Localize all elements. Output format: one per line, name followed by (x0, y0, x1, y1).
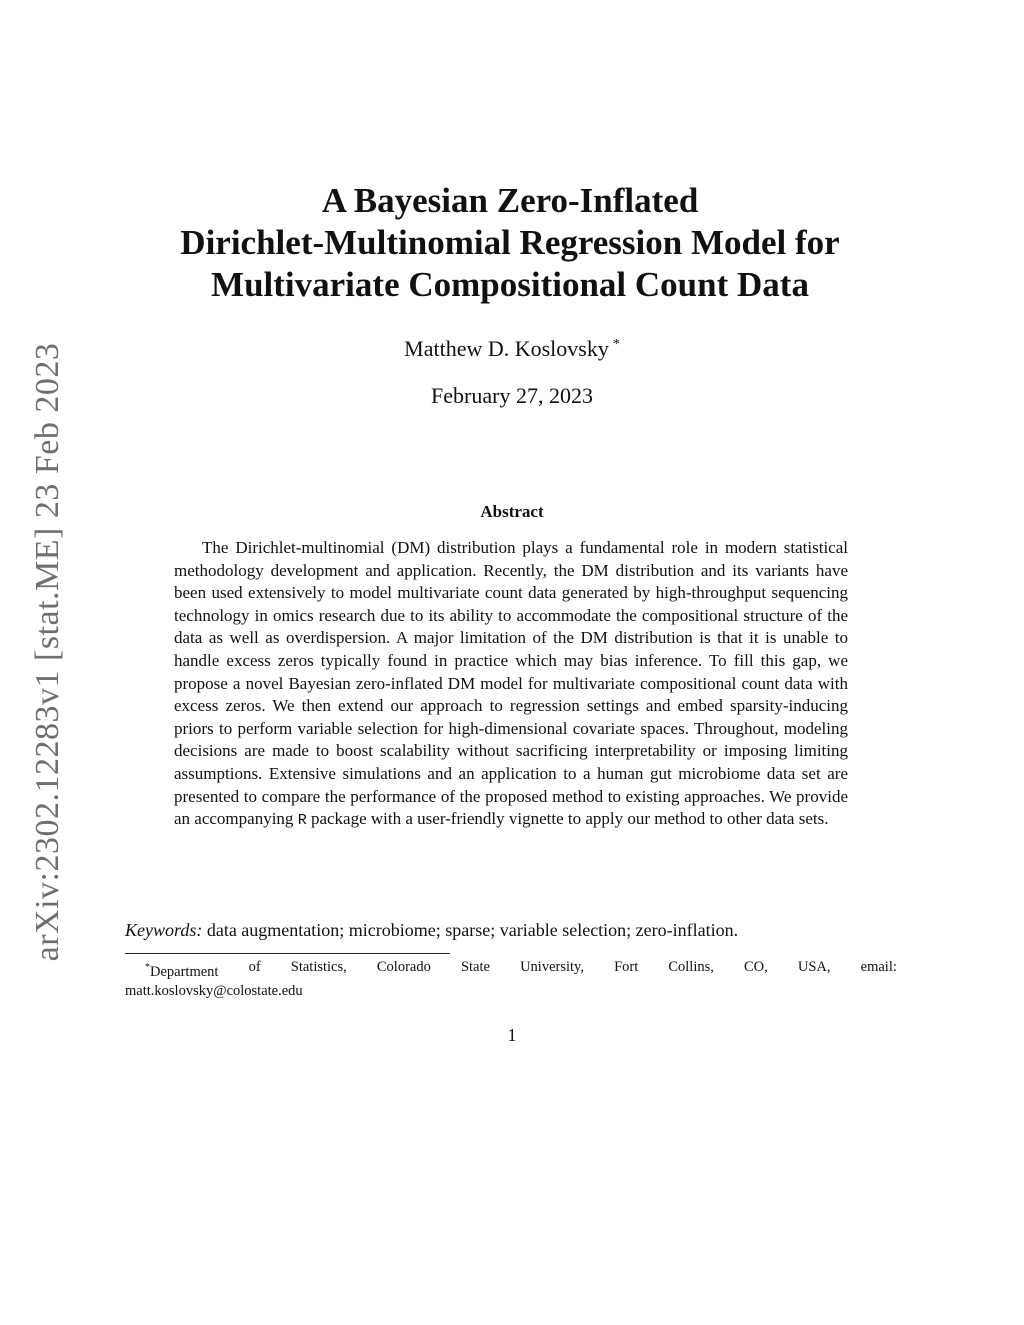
footnote-word-text: Department (150, 963, 219, 980)
footnote-mark: * (145, 962, 150, 973)
title-line-3: Multivariate Compositional Count Data (211, 265, 809, 304)
abstract-heading: Abstract (480, 502, 544, 521)
title-line-2: Dirichlet-Multinomial Regression Model for (180, 223, 840, 262)
author-line (0, 336, 1024, 362)
title-line-1: A Bayesian Zero-Inflated (321, 181, 699, 220)
footnote-word: USA, (797, 959, 831, 975)
r-package-name: R (297, 812, 307, 830)
arxiv-identifier-stamp[interactable]: arXiv:2302.12283v1 [stat.ME] 23 Feb 2023 (29, 342, 66, 962)
footnote-word: of (248, 959, 261, 975)
abstract-text-part-2: package with a user-friendly vignette to apply our method to other data sets. (310, 809, 829, 829)
footnote-word: State (460, 959, 490, 975)
abstract-body (174, 537, 848, 833)
footnote-divider (125, 953, 450, 954)
page-number: 1 (507, 1025, 517, 1045)
keywords-text: data augmentation; microbiome; sparse; variable selection; zero-inflation. (206, 920, 739, 940)
footnote-word: CO, (744, 959, 768, 975)
footnote-word: Statistics, (290, 959, 347, 975)
author-name: Matthew D. Koslovsky (404, 336, 609, 361)
footnote-word: Fort (614, 959, 639, 975)
footnote-word: Collins, (668, 959, 714, 975)
footnote-word: Colorado (376, 959, 431, 975)
footnote-email[interactable]: matt.koslovsky@colostate.edu (125, 982, 303, 999)
footnote-first-line (125, 958, 897, 982)
author-footnote-mark[interactable]: * (612, 336, 620, 352)
paper-title (110, 180, 910, 306)
abstract-text-part-1: The Dirichlet-multinomial (DM) distribution plays a fundamental role in modern statistical methodology development and application. Recently, the DM distribution and its variants have been used extensively to model multivariate count data generated by high-throughput sequencing technology in omics research due to its ability to accommodate the compositional structure of the data as well as overdispersion. A major limitation of the DM distribution is that it is unable to handle excess zeros typically found in practice which may bias inference. To fill this gap, we propose a novel Bayesian zero-inflated DM model for multivariate compositional count data with excess zeros. We then extend our approach to regression settings and embed sparsity-inducing priors to perform variable selection for high-dimensional covariate spaces. Throughout, modeling decisions are made to boost scalability without sacrificing interpretability or imposing limiting assumptions. Extensive simulations and an application to a human gut microbiome data set are presented to compare the performance of the proposed method to existing approaches. We provide an accompanying (174, 538, 848, 829)
keywords-line (125, 920, 905, 941)
footnote-word: email: (860, 959, 897, 975)
footnote-word (145, 958, 218, 982)
author-affiliation-footnote (125, 958, 897, 1001)
footnote-word: University, (520, 959, 584, 975)
publication-date: February 27, 2023 (431, 383, 593, 408)
keywords-label: Keywords: (125, 920, 203, 940)
